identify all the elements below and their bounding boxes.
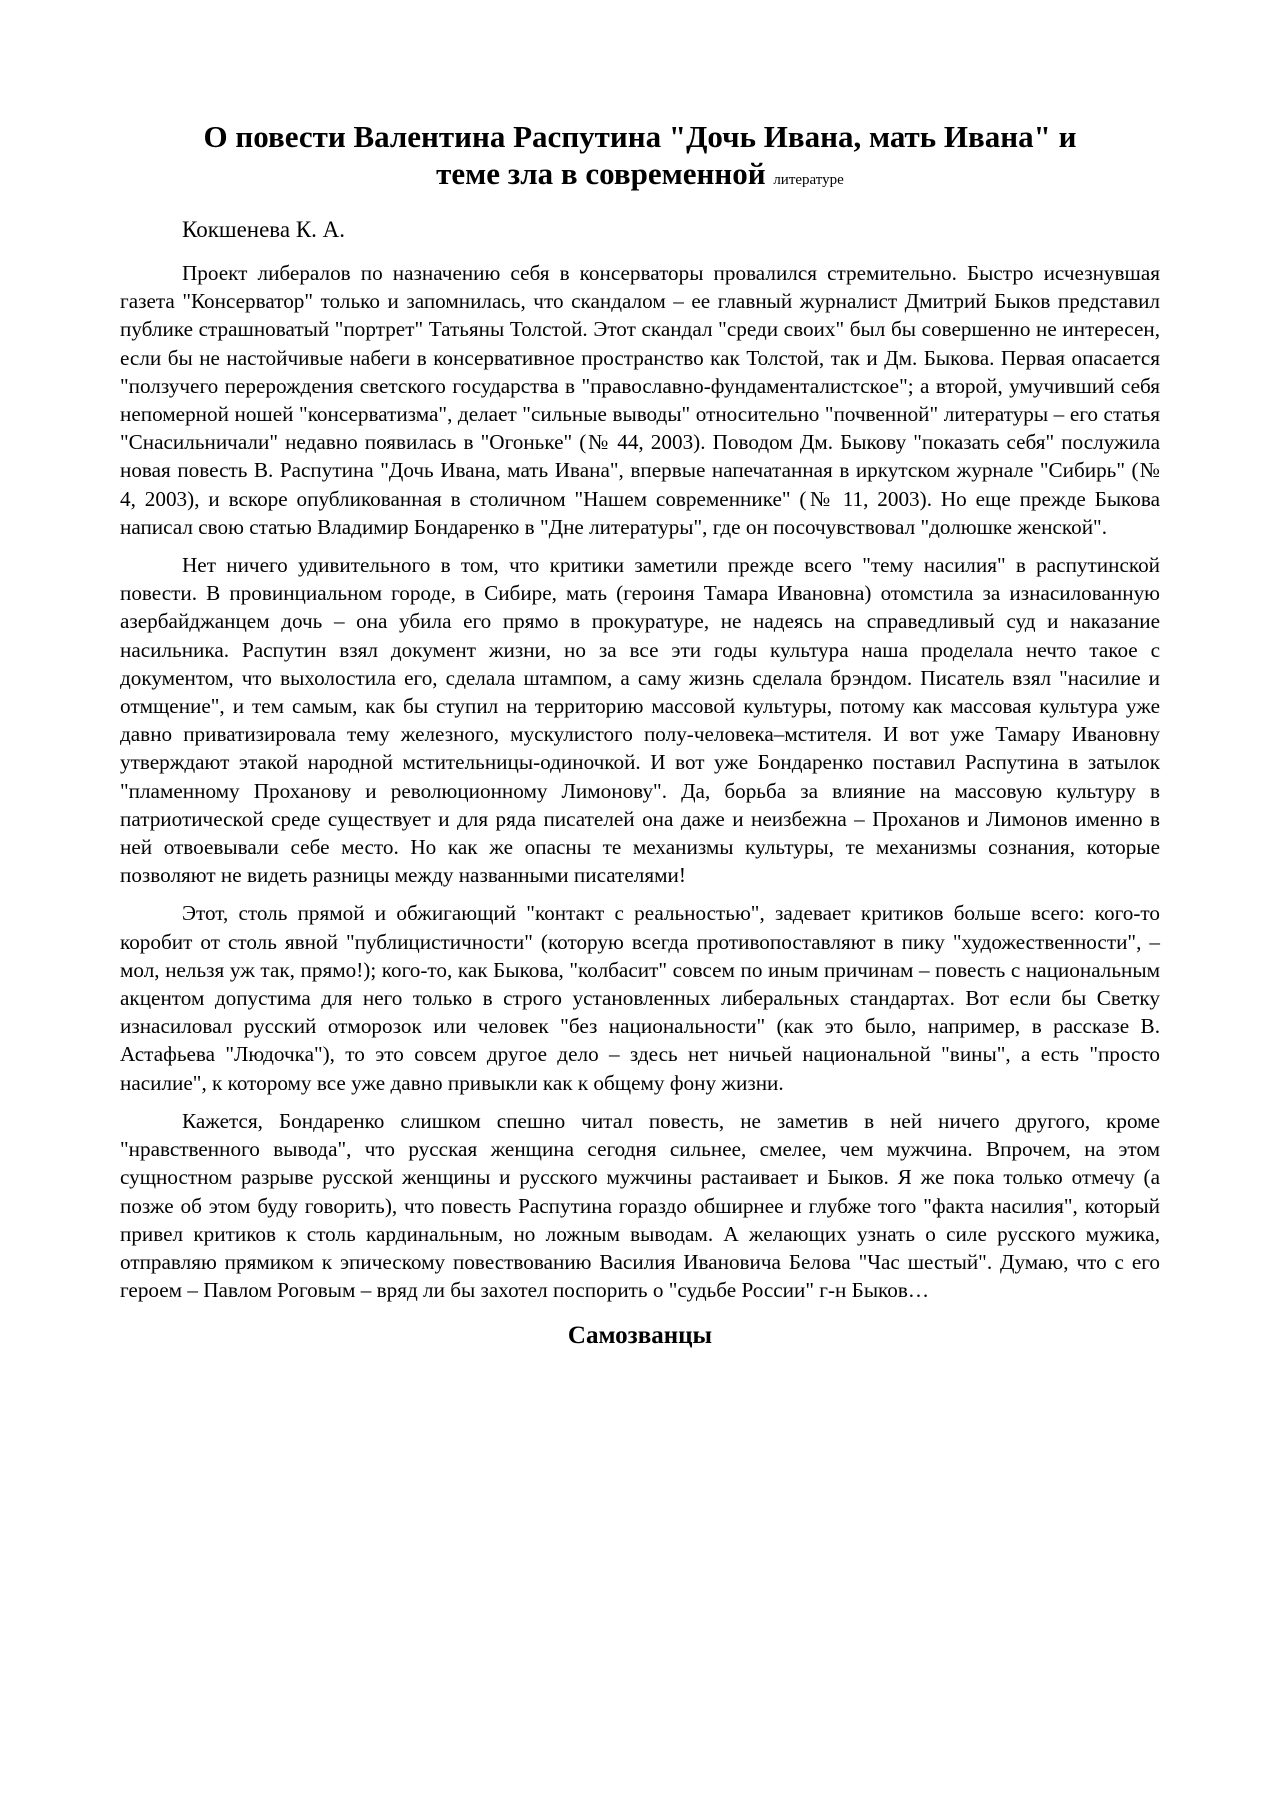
document-title: [120, 118, 1160, 199]
paragraph-2: Нет ничего удивительного в том, что критики заметили прежде всего "тему насилия" в распутинской повести. В провинциальном городе, в Сибире, мать (героиня Тамара Ивановна) отомстила за изнасилованную азербайджанцем дочь – она убила его прямо в прокуратуре, не надеясь на справедливый суд и наказание насильника. Распутин взял документ жизни, но за все эти годы культура наша проделала нечто такое с документом, что выхолостила его, сделала штампом, а саму жизнь сделала брэндом. Писатель взял "насилие и отмщение", и тем самым, как бы ступил на территорию массовой культуры, потому как массовая культура уже давно приватизировала тему железного, мускулистого полу-человека–мстителя. И вот уже Тамару Ивановну утверждают этакой народной мстительницы-одиночкой. И вот уже Бондаренко поставил Распутина в затылок "пламенному Проханову и революционному Лимонову". Да, борьба за влияние на массовую культуру в патриотической среде существует и для ряда писателей она даже и неизбежна – Проханов и Лимонов именно в ней отвоевывали себе место. Но как же опасны те механизмы культуры, те механизмы сознания, которые позволяют не видеть разницы между названными писателями!: [120, 553, 1160, 888]
title-line-2-small: литературе: [773, 172, 844, 188]
paragraph-3: Этот, столь прямой и обжигающий "контакт с реальностью", задевает критиков больше всего: кого-то коробит от столь явной "публицистичности" (которую всегда противопоставляют в пику "художественности", – мол, нельзя уж так, прямо!); кого-то, как Быкова, "колбасит" совсем по иным причинам – повесть с национальным акцентом допустима для него только в строго установленных либеральных стандартах. Вот если бы Светку изнасиловал русский отморозок или человек "без национальности" (как это было, например, в рассказе В. Астафьева "Людочка"), то это совсем другое дело – здесь нет ничьей национальной "вины", а есть "просто насилие", к которому все уже давно привыкли как к общему фону жизни.: [120, 901, 1160, 1095]
title-line-2: теме зла в современной: [436, 156, 766, 191]
title-line-1: О повести Валентина Распутина "Дочь Ивана, мать Ивана" и: [203, 119, 1077, 154]
section-heading: Самозванцы: [567, 1322, 713, 1350]
author-name: Кокшенева К. А.: [182, 217, 346, 242]
document-page: [120, 118, 1160, 1352]
paragraph-1: Проект либералов по назначению себя в консерваторы провалился стремительно. Быстро исчезнувшая газета "Консерватор" только и запомнилась, что скандалом – ее главный журналист Дмитрий Быков представил публике страшноватый "портрет" Татьяны Толстой. Этот скандал "среди своих" был бы совершенно не интересен, если бы не настойчивые набеги в консервативное пространство как Толстой, так и Дм. Быкова. Первая опасается "ползучего перерождения светского государства в "православно-фундаменталистское"; а второй, умучивший себя непомерной ношей "консерватизма", делает "сильные выводы" относительно "почвенной" литературы – его статья "Снасильничали" недавно появилась в "Огоньке" (№ 44, 2003). Поводом Дм. Быкову "показать себя" послужила новая повесть В. Распутина "Дочь Ивана, мать Ивана", впервые напечатанная в иркутском журнале "Сибирь" (№ 4, 2003), и вскоре опубликованная в столичном "Нашем современнике" (№ 11, 2003). Но еще прежде Быкова написал свою статью Владимир Бондаренко в "Дне литературы", где он посочувствовал "долюшке женской".: [120, 261, 1160, 539]
paragraph-4: Кажется, Бондаренко слишком спешно читал повесть, не заметив в ней ничего другого, кроме "нравственного вывода", что русская женщина сегодня сильнее, смелее, чем мужчина. Впрочем, на этом сущностном разрыве русской женщины и русского мужчины растаивает и Быков. Я же пока только отмечу (а позже об этом буду говорить), что повесть Распутина гораздо обширнее и глубже того "факта насилия", который привел критиков к столь кардинальным, но ложным выводам. А желающих узнать о силе русского мужика, отправляю прямиком к эпическому повествованию Василия Ивановича Белова "Час шестый". Думаю, что с его героем – Павлом Роговым – вряд ли бы захотел поспорить о "судьбе России" г-н Быков…: [120, 1108, 1160, 1303]
